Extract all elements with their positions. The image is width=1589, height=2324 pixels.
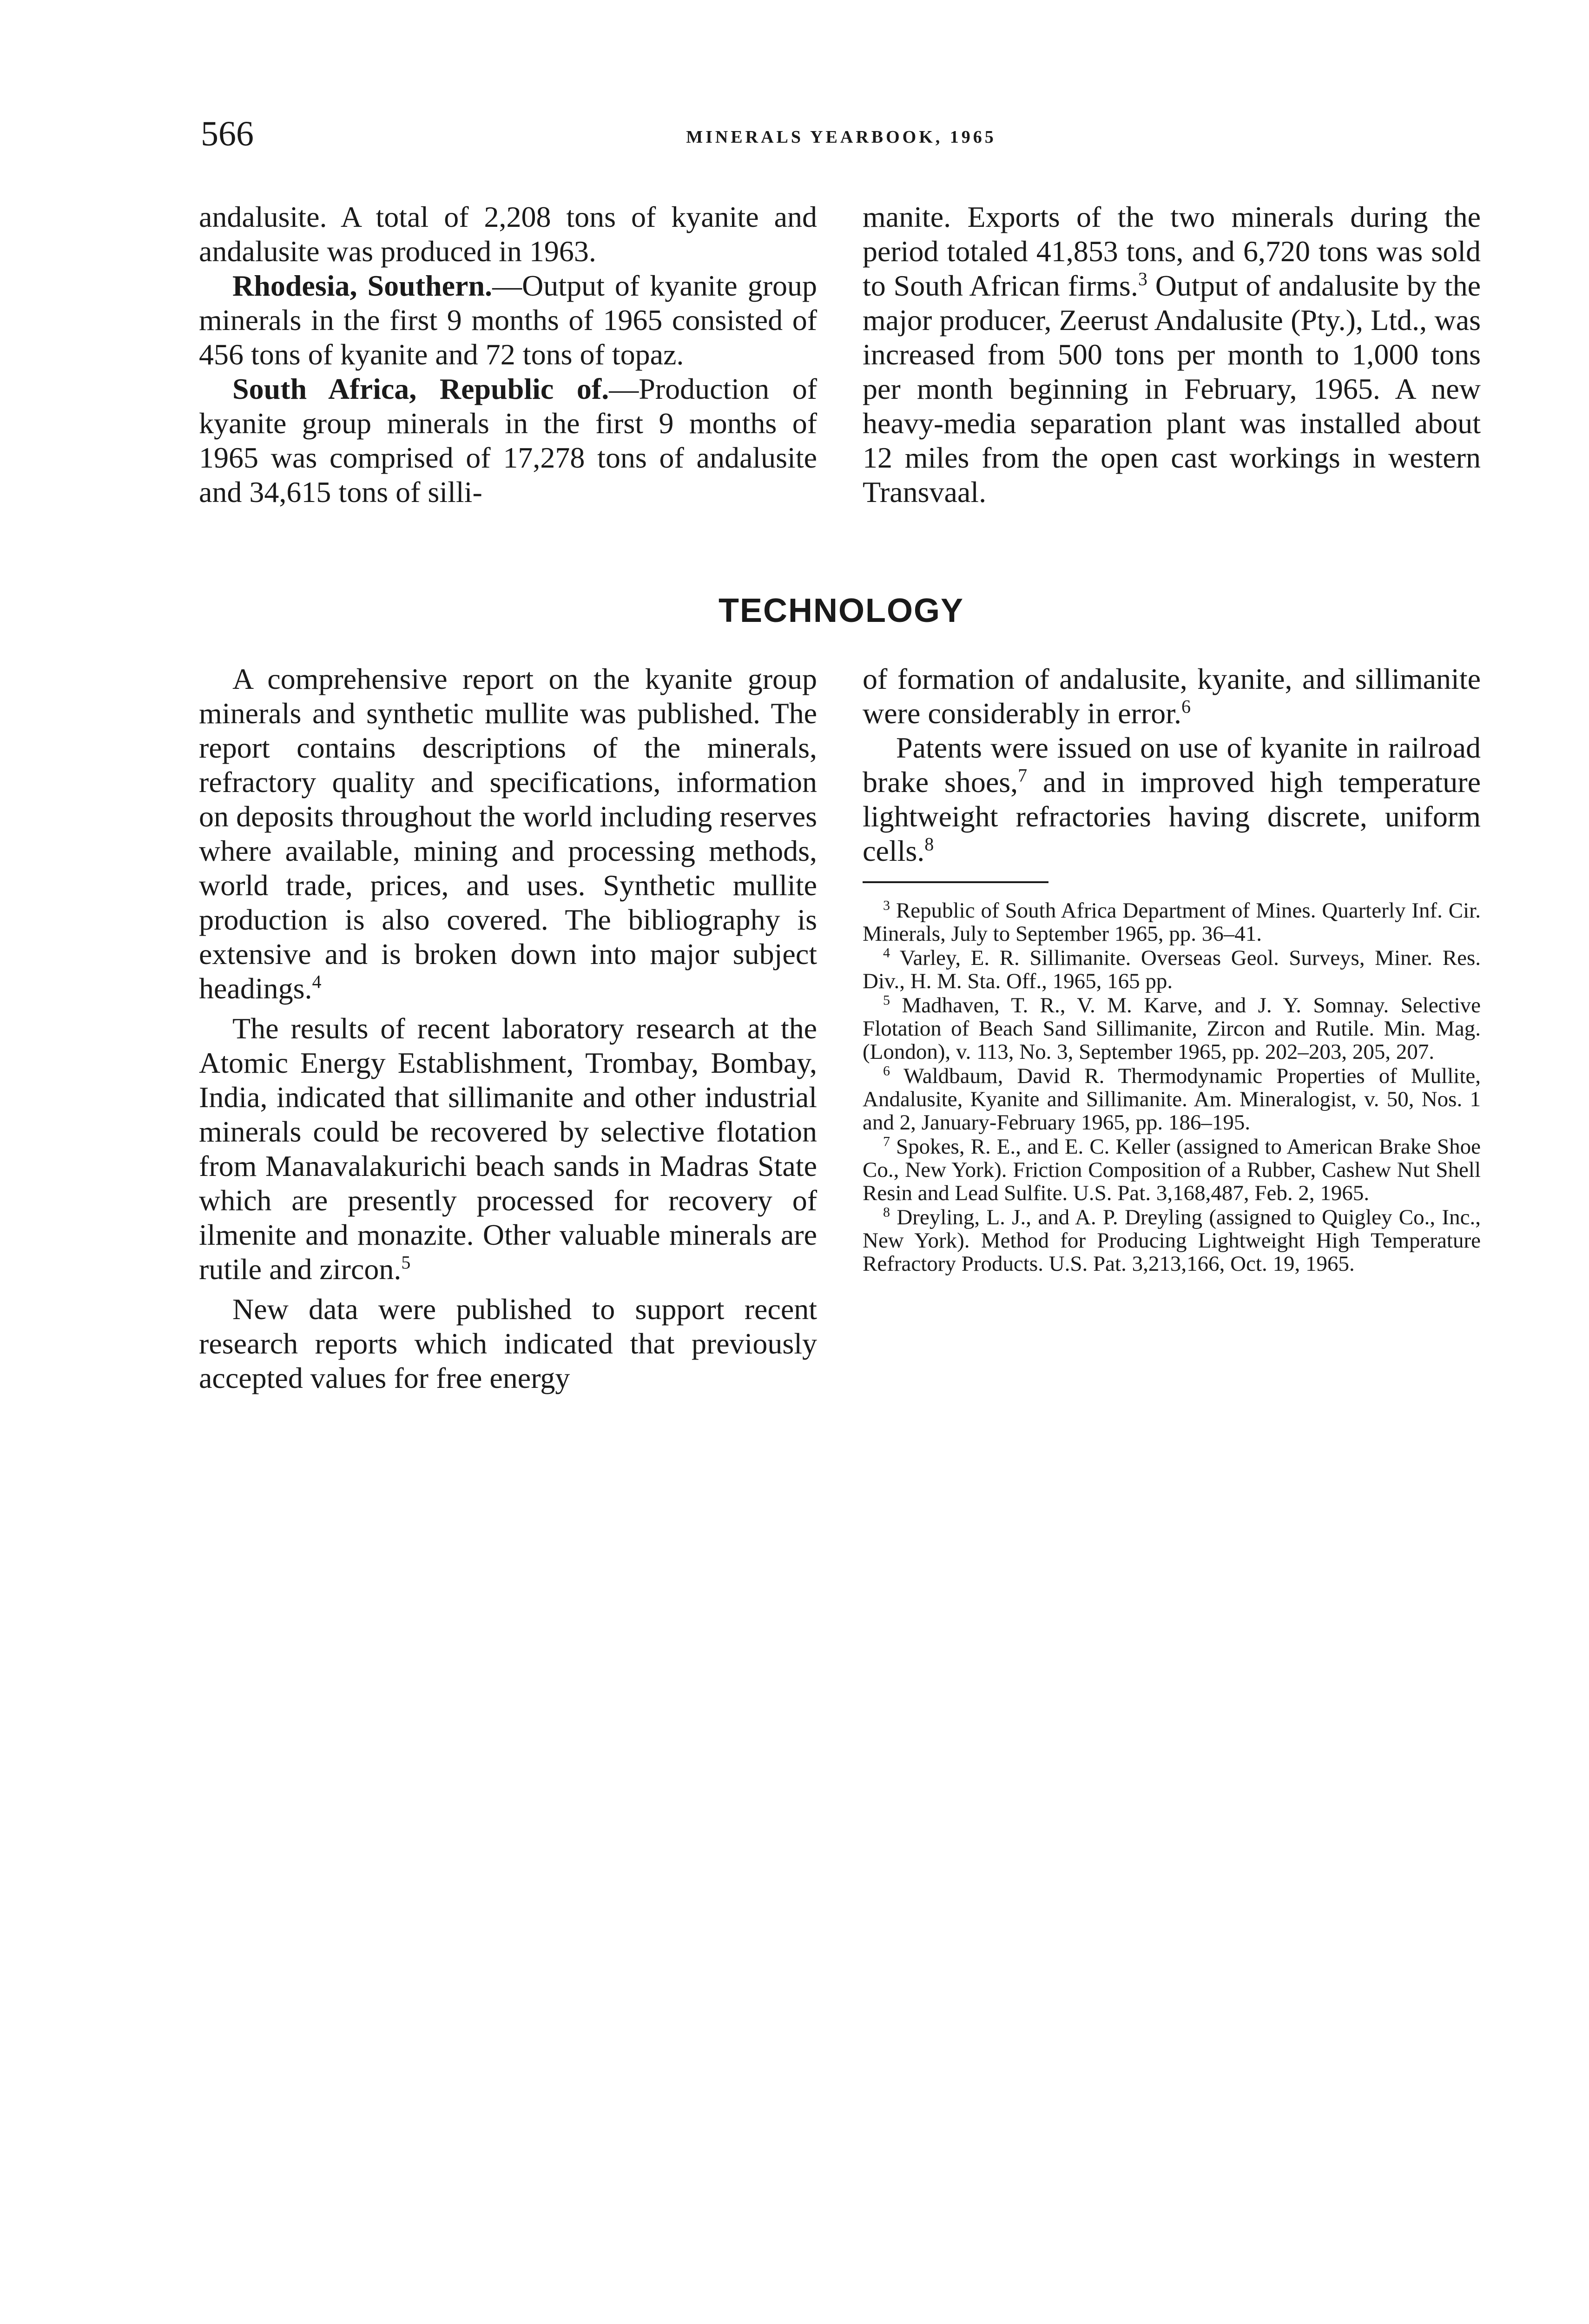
paragraph (863, 731, 1481, 868)
footnote-number: 4 (883, 945, 890, 961)
footnote-number: 3 (883, 898, 890, 913)
paragraph (863, 662, 1481, 731)
paragraph (199, 1011, 817, 1287)
footnote (863, 899, 1481, 945)
footnote-number: 6 (883, 1063, 890, 1079)
paragraph-text: —Output of kyanite group minerals in the first 9 months of 1965 consisted of 456 tons of kyanite and 72 tons of topaz. (199, 269, 818, 371)
footnote-text: Waldbaum, David R. Thermodynamic Properties of Mullite, Andalusite, Kyanite and Sillimanite. Am. Mineralogist, v. 50, Nos. 1 and 2, January-February 1965, pp. 186–195. (863, 1064, 1481, 1135)
paragraph-rhodesia (199, 269, 817, 372)
section-heading: TECHNOLOGY (718, 592, 964, 629)
footnote (863, 946, 1481, 993)
paragraph-south-africa (199, 372, 817, 509)
footnote-ref: 5 (401, 1252, 411, 1273)
paragraph-text: of formation of andalusite, kyanite, and sillimanite were considerably in error. (863, 662, 1481, 730)
footnote (863, 1135, 1481, 1205)
paragraph-text: —Production of kyanite group minerals in the first 9 months of 1965 was comprised of 17,278 tons of andalusite and 34,615 tons of silli- (199, 372, 817, 508)
footnote-number: 7 (883, 1134, 890, 1149)
footnote (863, 1064, 1481, 1134)
run-in-heading: South Africa, Republic of. (232, 372, 609, 405)
footnote-number: 5 (883, 992, 890, 1008)
paragraph-text: A comprehensive report on the kyanite group minerals and synthetic mullite was published. The report contains descriptions of the minerals, refractory quality and specifications, information on deposits throughout the world including reserves where available, mining and processing methods, world trade, prices, and uses. Synthetic mullite production is also covered. The bibliography is extensive and is broken down into major subject headings. (199, 662, 817, 1005)
footnote-number: 8 (883, 1204, 890, 1220)
footnote-ref: 8 (924, 833, 934, 855)
top-right-column (863, 200, 1481, 509)
footnote-ref: 4 (312, 971, 322, 992)
paragraph (863, 200, 1481, 509)
bottom-left-column (199, 662, 817, 1395)
run-in-heading: Rhodesia, Southern. (232, 269, 493, 302)
footnote-text: Spokes, R. E., and E. C. Keller (assigned to American Brake Shoe Co., New York). Friction Composition of a Rubber, Cashew Nut Shell Resin and Lead Sulfite. U.S. Pat. 3,168,487, Feb. 2, 1965. (863, 1135, 1481, 1205)
paragraph: andalusite. A total of 2,208 tons of kyanite and andalusite was produced in 1963. (199, 200, 817, 268)
paragraph-text: and in improved high temperature lightweight refractories having discrete, uniform cells. (863, 766, 1481, 867)
footnote-ref: 3 (1138, 268, 1147, 290)
paragraph-text: Output of andalusite by the major producer, Zeerust Andalusite (Pty.), Ltd., was increased from 500 tons per month to 1,000 tons per month beginning in February, 1965. A new heavy-media separation plant was installed about 12 miles from the open cast workings in western Transvaal. (863, 269, 1481, 508)
footnote-ref: 6 (1181, 696, 1191, 717)
footnote-text: Dreyling, L. J., and A. P. Dreyling (assigned to Quigley Co., Inc., New York). Method for Producing Lightweight High Temperature Refractory Products. U.S. Pat. 3,213,166, Oct. 19, 1965. (863, 1205, 1481, 1276)
running-head: MINERALS YEARBOOK, 1965 (686, 127, 996, 147)
page-number: 566 (201, 114, 254, 153)
footnote-text: Madhaven, T. R., V. M. Karve, and J. Y. Somnay. Selective Flotation of Beach Sand Sillimanite, Zircon and Rutile. Min. Mag. (London), v. 113, No. 3, September 1965, pp. 202–203, 205, 207. (863, 993, 1481, 1064)
top-left-column (199, 200, 817, 509)
paragraph-text: manite. Exports of the two minerals during the period totaled 41,853 tons, and 6,720 tons was sold to South African firms. (863, 200, 1481, 302)
footnote-divider (863, 881, 1048, 883)
paragraph (199, 662, 817, 1006)
footnote-ref: 7 (1018, 765, 1028, 786)
paragraph: New data were published to support recent research reports which indicated that previously accepted values for free energy (199, 1293, 817, 1394)
footnote (863, 1206, 1481, 1275)
paragraph-text: The results of recent laboratory research at the Atomic Energy Establishment, Trombay, Bombay, India, indicated that sillimanite and other industrial minerals could be recovered by selective flotation from Manavalakurichi beach sands in Madras State which are presently processed for recovery of ilmenite and monazite. Other valuable minerals are rutile and zircon. (199, 1012, 817, 1286)
footnote (863, 994, 1481, 1063)
footnote-text: Republic of South Africa Department of Mines. Quarterly Inf. Cir. Minerals, July to September 1965, pp. 36–41. (863, 898, 1481, 946)
paragraph-text: Patents were issued on use of kyanite in railroad brake shoes, (863, 731, 1481, 799)
footnote-text: Varley, E. R. Sillimanite. Overseas Geol. Surveys, Miner. Res. Div., H. M. Sta. Off., 1965, 165 pp. (863, 946, 1481, 993)
bottom-right-column (863, 662, 1481, 1276)
footnotes (863, 899, 1481, 1275)
